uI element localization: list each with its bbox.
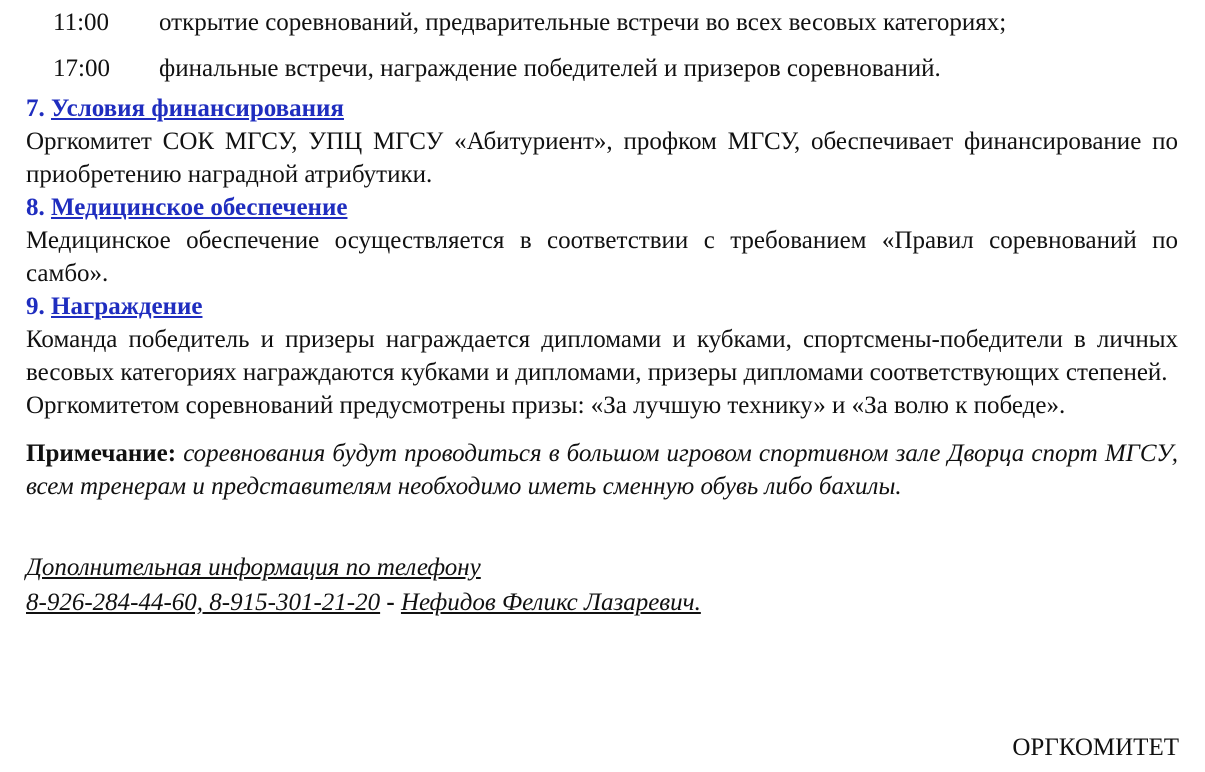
section-title-link[interactable]: Условия финансирования bbox=[51, 95, 344, 122]
schedule-row bbox=[26, 46, 1178, 92]
note-label: Примечание: bbox=[26, 440, 177, 467]
contact-info bbox=[26, 550, 1178, 620]
section-number: 8. bbox=[26, 194, 45, 221]
section-paragraph: Медицинское обеспечение осуществляется в соответствии с требованием «Правил соревнований по самбо». bbox=[26, 227, 1178, 287]
schedule-time: 11:00 bbox=[53, 9, 110, 36]
section-heading-financing bbox=[26, 92, 1178, 125]
section-heading-awards bbox=[26, 290, 1178, 323]
note-text: соревнования будут проводиться в большом игровом спортивном зале Дворца спорт МГСУ, всем тренерам и представителям необходимо иметь сменную обувь либо бахилы. bbox=[26, 440, 1179, 500]
section-paragraph: Оргкомитетом соревнований предусмотрены призы: «За лучшую технику» и «За волю к победе». bbox=[26, 392, 1066, 419]
section-number: 9. bbox=[26, 293, 45, 320]
schedule-row bbox=[26, 0, 1178, 46]
note-block bbox=[26, 437, 1178, 503]
contact-phones: 8-926-284-44-60, 8-915-301-21-20 bbox=[26, 589, 381, 616]
section-title-link[interactable]: Медицинское обеспечение bbox=[51, 194, 348, 221]
schedule-text: финальные встречи, награждение победителей и призеров соревнований. bbox=[159, 55, 941, 82]
section-heading-medical bbox=[26, 191, 1178, 224]
section-number: 7. bbox=[26, 95, 45, 122]
section-paragraph: Команда победитель и призеры награждается дипломами и кубками, спортсмены-победители в личных весовых категориях награждаются кубками и дипломами, призеры дипломами соответствующих степеней. bbox=[26, 326, 1178, 386]
contact-person: Нефидов Феликс Лазаревич. bbox=[400, 589, 701, 616]
contact-dash: - bbox=[386, 589, 395, 616]
document-page bbox=[26, 0, 1178, 620]
contact-heading: Дополнительная информация по телефону bbox=[26, 554, 481, 581]
schedule-text: открытие соревнований, предварительные встречи во всех весовых категориях; bbox=[159, 9, 1007, 36]
schedule-time: 17:00 bbox=[53, 55, 110, 82]
section-paragraph: Оргкомитет СОК МГСУ, УПЦ МГСУ «Абитуриент», профком МГСУ, обеспечивает финансирование по приобретению наградной атрибутики. bbox=[26, 128, 1178, 188]
signature: ОРГКОМИТЕТ bbox=[1012, 734, 1179, 761]
section-title-link[interactable]: Награждение bbox=[51, 293, 203, 320]
